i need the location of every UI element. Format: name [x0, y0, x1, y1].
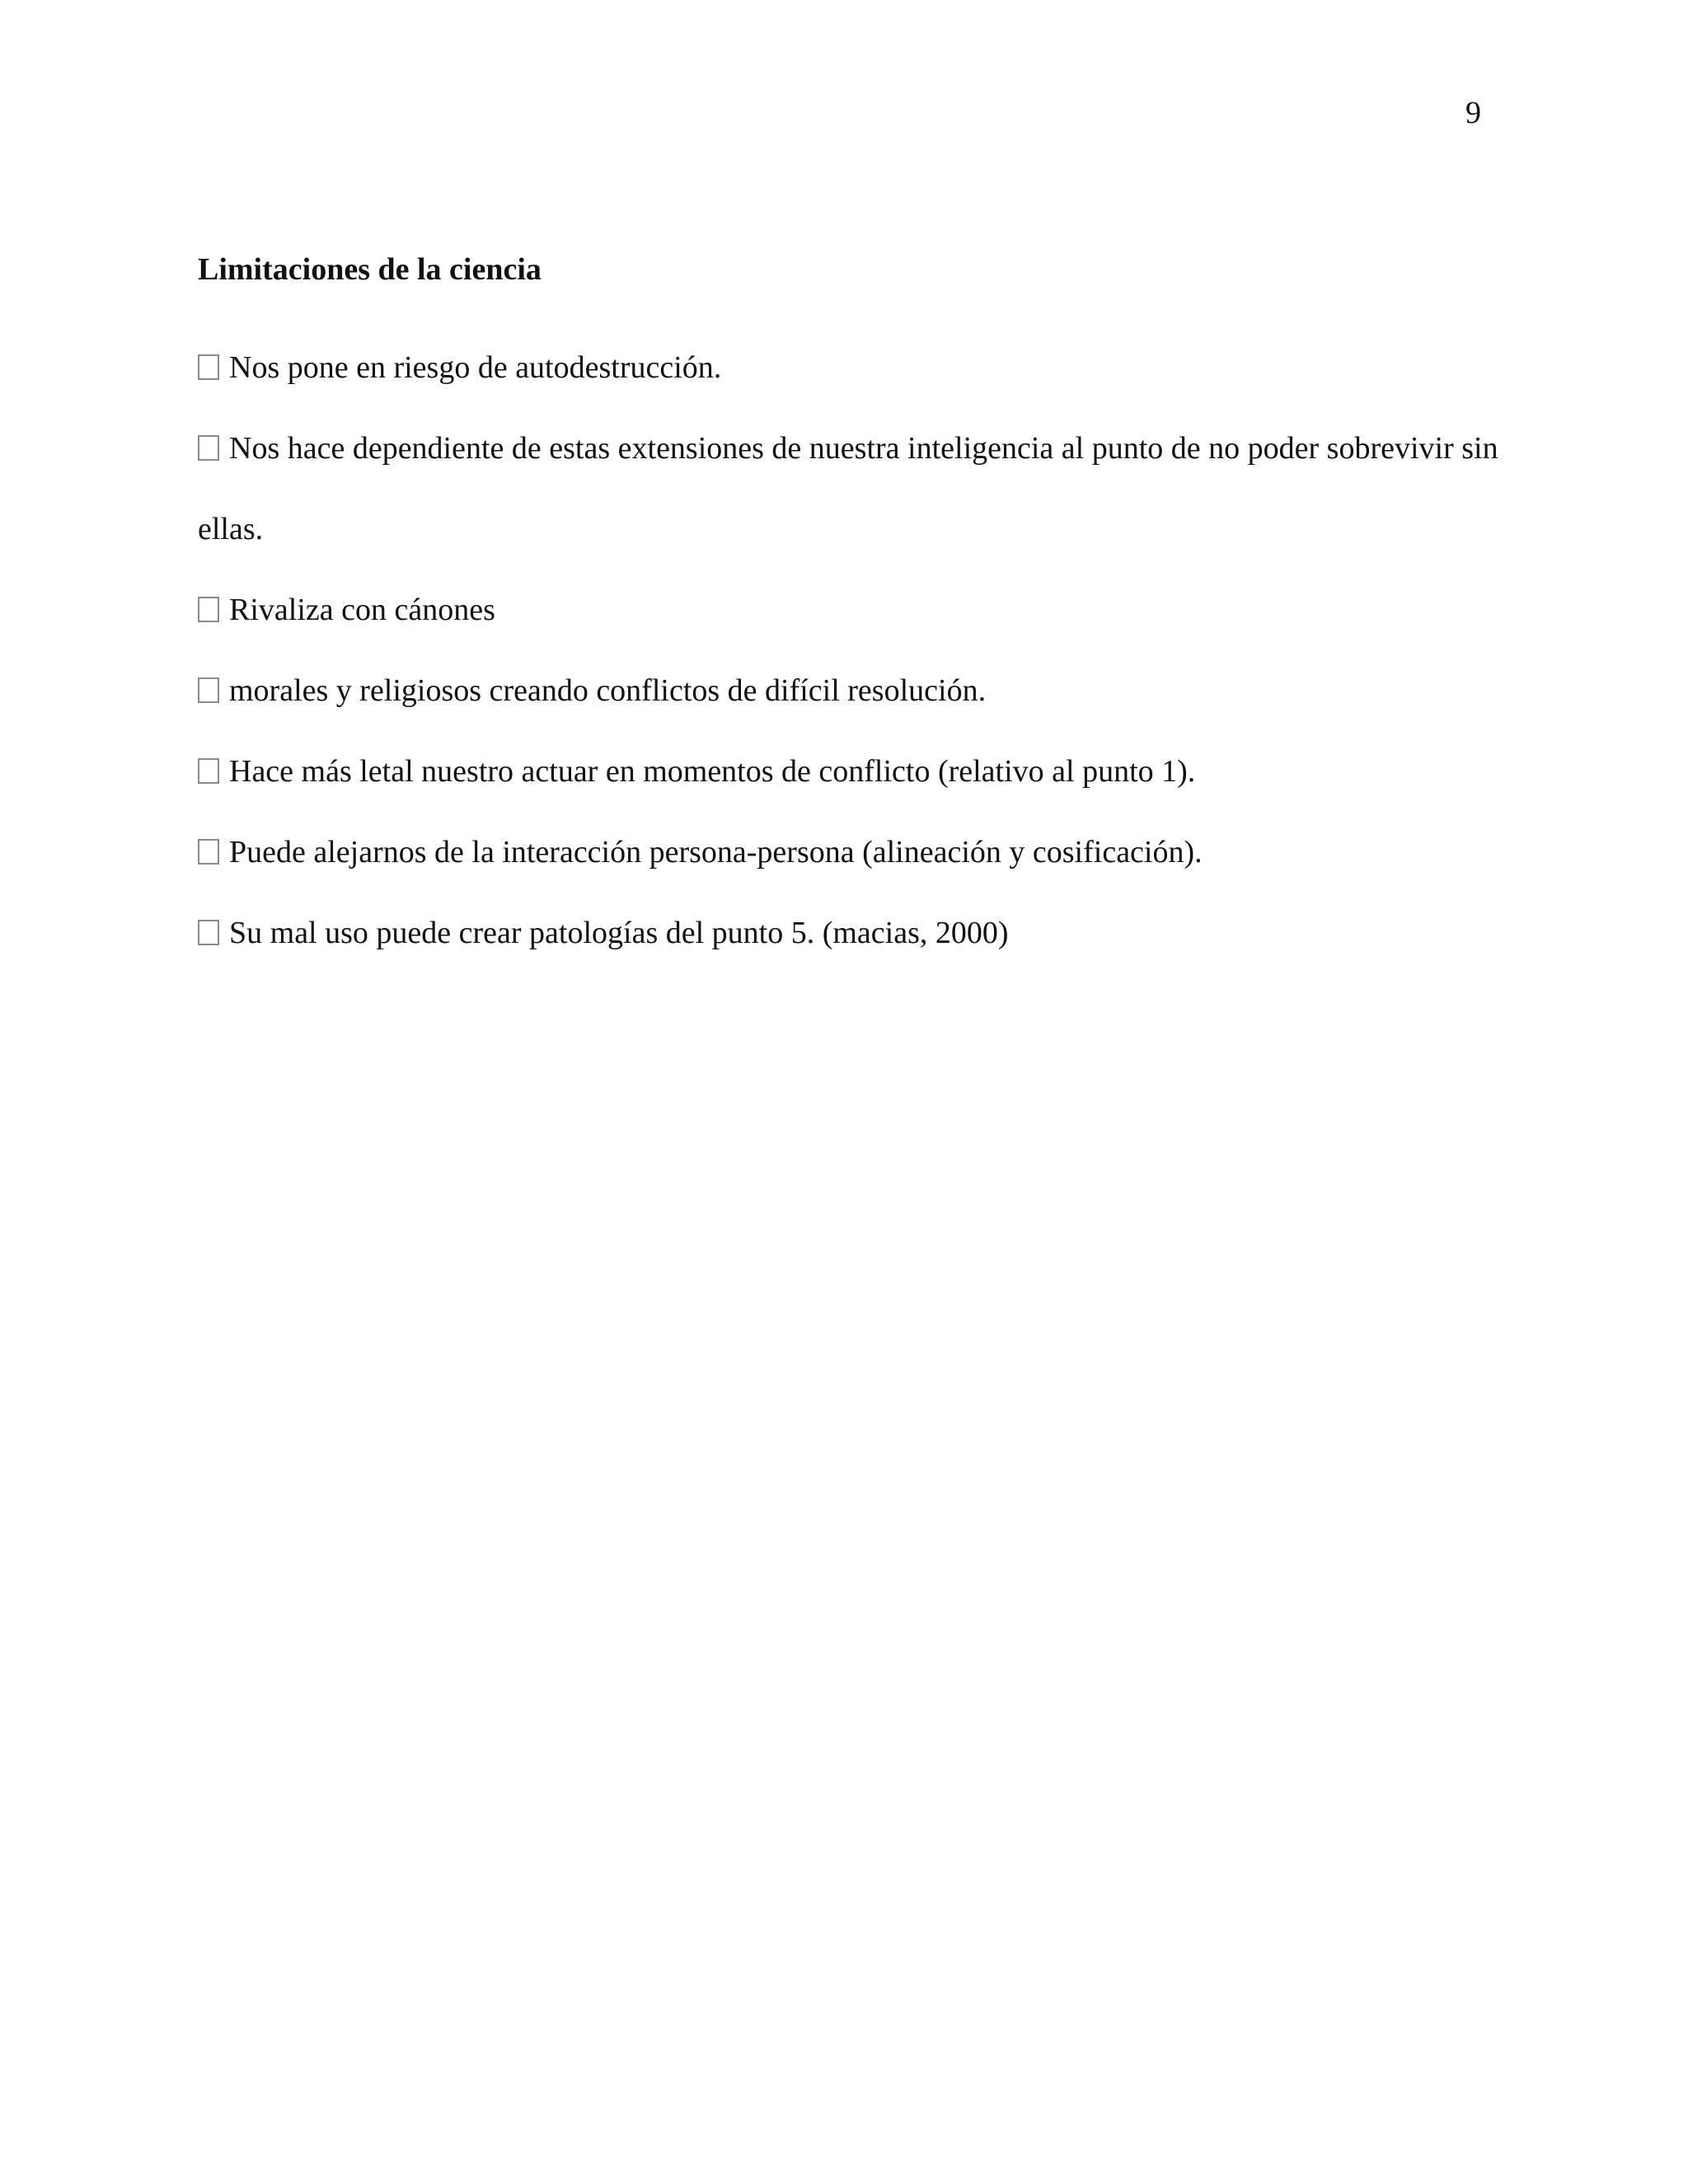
limitations-list	[198, 327, 1500, 973]
list-item-text: Nos hace dependiente de estas extensiones de nuestra inteligencia al punto de no poder sobrevivir sin ellas.	[198, 430, 1498, 546]
list-item-text: Hace más letal nuestro actuar en momentos de conflicto (relativo al punto 1).	[229, 753, 1196, 789]
list-item-text: Rivaliza con cánones	[229, 592, 495, 627]
list-item	[198, 731, 1500, 812]
list-item	[198, 812, 1500, 893]
list-item-text: morales y religiosos creando conflictos de difícil resolución.	[229, 673, 987, 708]
list-item-text: Puede alejarnos de la interacción persona-persona (alineación y cosificación).	[229, 834, 1203, 869]
page-number: 9	[1465, 96, 1481, 130]
square-bullet-icon	[198, 435, 219, 461]
square-bullet-icon	[198, 354, 219, 380]
list-item	[198, 408, 1500, 569]
list-item-text: Su mal uso puede crear patologías del punto 5. (macias, 2000)	[229, 915, 1009, 950]
square-bullet-icon	[198, 677, 219, 703]
page-content	[198, 251, 1500, 973]
section-heading: Limitaciones de la ciencia	[198, 252, 542, 287]
list-item	[198, 650, 1500, 731]
list-item-text: Nos pone en riesgo de autodestrucción.	[229, 349, 722, 385]
list-item	[198, 327, 1500, 408]
square-bullet-icon	[198, 920, 219, 945]
list-item	[198, 569, 1500, 650]
square-bullet-icon	[198, 839, 219, 865]
square-bullet-icon	[198, 597, 219, 622]
square-bullet-icon	[198, 758, 219, 784]
list-item	[198, 893, 1500, 973]
